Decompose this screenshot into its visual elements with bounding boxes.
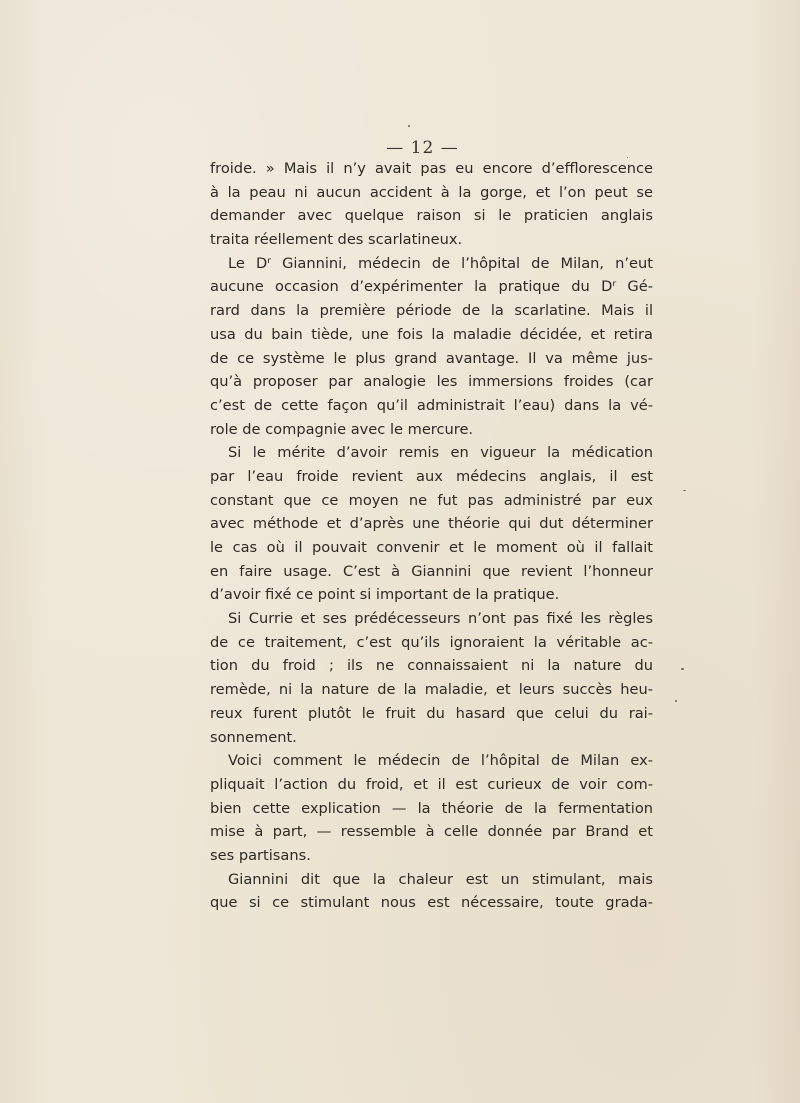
ink-speck — [681, 668, 684, 670]
text-line: Giannini dit que la chaleur est un stimulant, mais — [228, 870, 653, 888]
text-line: sonnement. — [210, 728, 297, 746]
text-line: d’avoir fixé ce point si important de la pratique. — [210, 586, 560, 604]
text-line: que si ce stimulant nous est nécessaire, toute grada- — [210, 894, 653, 912]
text-line: role de compagnie avec le mercure. — [210, 420, 474, 438]
ink-speck — [683, 490, 686, 491]
text-line: qu’à proposer par analogie les immersions froides (car — [210, 373, 653, 391]
text-line: rard dans la première période de la scarlatine. Mais il — [210, 302, 653, 320]
text-line: Voici comment le médecin de l’hôpital de Milan ex- — [228, 752, 653, 770]
text-line: demander avec quelque raison si le praticien anglais — [210, 207, 653, 225]
text-line: avec méthode et d’après une théorie qui dut déterminer — [210, 515, 653, 533]
text-line: c’est de cette façon qu’il administrait l’eau) dans la vé- — [210, 396, 653, 414]
text-line: Le Dʳ Giannini, médecin de l’hôpital de Milan, n’eut — [228, 254, 653, 272]
text-line: reux furent plutôt le fruit du hasard que celui du rai- — [210, 704, 653, 722]
text-line: de ce traitement, c’est qu’ils ignoraient la véritable ac- — [210, 633, 653, 651]
text-line: de ce système le plus grand avantage. Il va même jus- — [210, 349, 653, 367]
text-line: froide. » Mais il n’y avait pas eu encore d’efflorescence — [210, 160, 653, 177]
text-line: tion du froid ; ils ne connaissaient ni la nature du — [210, 657, 653, 675]
text-line: Si le mérite d’avoir remis en vigueur la médication — [228, 444, 653, 462]
text-line: ses partisans. — [210, 846, 311, 864]
text-line: par l’eau froide revient aux médecins anglais, il est — [210, 467, 653, 485]
text-line: remède, ni la nature de la maladie, et leurs succès heu- — [210, 681, 653, 699]
text-line: en faire usage. C’est à Giannini que revient l’honneur — [210, 562, 653, 580]
text-line: traita réellement des scarlatineux. — [210, 231, 463, 249]
page-number: — 12 — — [386, 138, 459, 158]
ink-speck — [675, 700, 677, 702]
text-line: pliquait l’action du froid, et il est curieux de voir com- — [210, 775, 653, 793]
text-line: Si Currie et ses prédécesseurs n’ont pas fixé les règles — [228, 610, 653, 628]
text-line: bien cette explication — la théorie de la fermentation — [210, 799, 653, 817]
text-line: le cas où il pouvait convenir et le moment où il fallait — [210, 539, 653, 556]
text-line: aucune occasion d’expérimenter la pratique du Dʳ Gé- — [210, 278, 653, 296]
text-line: mise à part, — ressemble à celle donnée par Brand et — [210, 823, 653, 841]
text-line: constant que ce moyen ne fut pas administré par eux — [210, 491, 653, 509]
text-line: usa du bain tiède, une fois la maladie décidée, et retira — [210, 325, 653, 343]
text-line: à la peau ni aucun accident à la gorge, et l’on peut se — [210, 183, 653, 201]
body-text — [210, 157, 653, 915]
ink-speck — [408, 125, 410, 127]
